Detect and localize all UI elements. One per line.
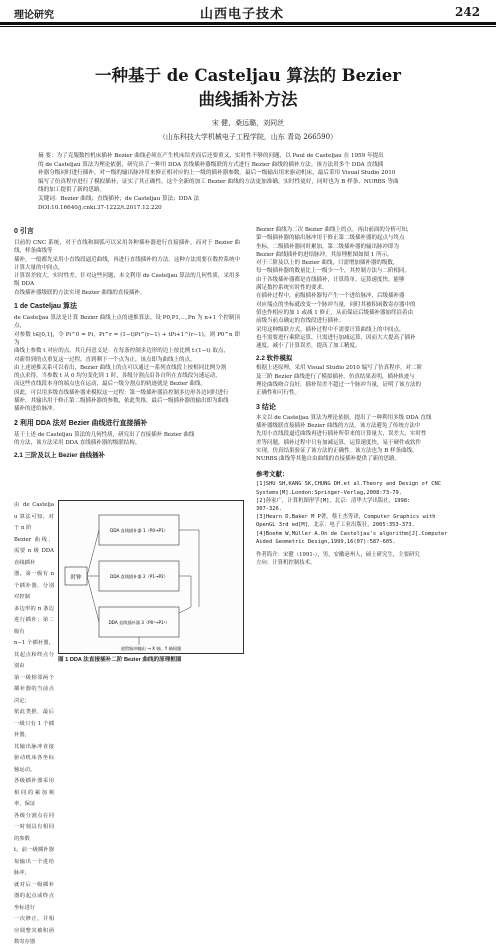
text-line: 第一级相邻两个插补器的当前点决定； — [14, 674, 54, 704]
text-line: 坐标，二级插补器同时累加，第二级插补器的输出脉冲即为 — [256, 243, 400, 250]
reference-item: Systems[M].London:Springer-Verlag,2008:73-79. — [256, 489, 403, 496]
text-line: 根据上述原理，采用 Visual Studio 2010 编写了仿真程序，对二阶 — [256, 365, 423, 372]
abstract-line: 编写了仿真程序进行了模拟插补，证实了其正确性。这个全新的加工 Bezier 曲线的方法更加准确、实时性更好，同时也为 B 样条、NURBS 等曲 — [38, 178, 399, 185]
text-line: 每一级插补器的数量比上一级少一个，其控制方法与二阶相同。 — [256, 268, 411, 275]
section-heading: 0 引言 — [14, 228, 34, 235]
paper-title-line2: 曲线插补方法 — [198, 90, 298, 109]
s3-paragraph — [256, 414, 482, 464]
text-line: 速度，减小了计算误差，提高了加工精度。 — [256, 343, 361, 350]
text-line: 对于三阶及以上的 Bezier 曲线，只需增加插补器的级数， — [256, 260, 399, 267]
text-line: de Casteljau 算法是计算 Bezier 曲线上点的递推算法。设 P0,P1,…,Pn 为 n+1 个控制顶点， — [14, 315, 240, 330]
figure-caption: 图 1 DDA 法直接插补二阶 Bezier 曲线的原理框图 — [58, 657, 182, 663]
text-line: 目前的 CNC 系统，对于直线和圆弧可以采用各种插补器进行直接插补，而对于 Bezier 曲线、样条曲线等 — [14, 240, 240, 255]
text-line: 因此，可以用多级直线插补器来模拟这一过程：第一级插补器沿控制多边形各边同时进行 — [14, 389, 229, 396]
references-list — [256, 480, 482, 546]
author-note — [256, 551, 482, 568]
doi: DOI:10.16640/j.cnki.37-1222/t.2017.12.220 — [38, 204, 162, 211]
text-line: NURBS 曲线等其他自由曲线的直接插补提供了新的思路。 — [256, 456, 401, 463]
stage2-label: DDA 直线插补器 3（P0¹→P1¹） — [108, 620, 170, 625]
text-line: 实现。仿真结果验证了该方法的正确性。该方法也为 B 样条曲线、 — [256, 447, 418, 454]
abstract-line: 的 de Casteljau 算法为理论依据，研究出了一种用 DDA 直线插补器级联的方式进行 Bezier 曲线的插补方法。该方法用多个 DDA 直线插 — [38, 161, 384, 168]
text-line: 依此类推，最后一级只有 1 个插补器， — [14, 709, 54, 738]
text-line: t。前一级插补器每输出一个进给脉冲， — [14, 847, 54, 876]
text-line: n−1 个插补器，其起点和终点分别由 — [14, 640, 54, 669]
header-rule — [0, 22, 496, 25]
text-line: 而这些直线段本身的端点也在运动，最后一级分割点的轨迹就是 Bezier 曲线。 — [14, 381, 206, 388]
text-line: 多边形的 n 条边进行插补；第二级有 — [14, 605, 54, 635]
right-top-paragraph — [256, 226, 482, 350]
right-column — [256, 226, 482, 568]
text-line: 计算误差较大，实时性差。针对这些问题，本文利用 de Casteljau 算法的几何性质，采用多级 DDA — [14, 273, 240, 288]
s1-paragraph — [14, 314, 240, 414]
s21-paragraph — [14, 500, 54, 949]
subsection-heading: 2.1 三阶及以上 Bezier 曲线插补 — [14, 452, 105, 460]
left-column — [14, 226, 240, 459]
text-line: 各级插补器采用相同的累加频率，保证 — [14, 778, 54, 807]
text-line: 的点求得。当参数 t 从 0 均匀变化到 1 时，各级分割点沿各自所在直线段匀速运动， — [14, 373, 221, 380]
text-line: Bezier 曲线为二次 Bezier 曲线上的点。再由前面的分析可知， — [256, 227, 413, 233]
text-line: 由上述递推关系可以看出，Bezier 曲线上的点可以通过一系列直线段上按相同比例分割 — [14, 364, 227, 371]
text-line: Bezier 曲线插补的进给脉冲，其原理框图如图 1 所示。 — [256, 251, 393, 258]
text-line: 直线插补器级联的方法实现 Bezier 曲线的直接插补。 — [14, 289, 146, 296]
text-line: 理论曲线吻合良好，插补误差不超过一个脉冲当量，证明了该方法的 — [256, 382, 422, 389]
reference-item: [1]SHU SH,KANG SK,CHUNG DH.et al.Theory and Design of CNC — [256, 481, 441, 488]
journal-name: 山西电子技术 — [200, 7, 285, 22]
abstract-line: 线的加工提供了新的思路。 — [38, 187, 106, 194]
text-line: Bezier 曲线，需要 n 级 DDA 直线插补 — [14, 536, 54, 566]
text-line: 第一级插补器的输出脉冲用于修正第二级插补器的起点与终点 — [256, 235, 405, 242]
figure-1 — [58, 500, 244, 654]
section-heading: 3 结论 — [256, 403, 276, 411]
text-line: 各级分割点在同一时刻具有相同的参数 — [14, 812, 54, 842]
text-line: 插补，一般都先采用小直线段逼近曲线，再进行直线插补的方法。这种方法需要在数控系统中计算大量的中间点， — [14, 256, 240, 271]
text-line: 器。第一级有 n 个插补器，分别对控制 — [14, 571, 54, 600]
text-line: 对参数 t∈[0,1]，令 Pi^0 = Pi，Pi^r = (1−t)Pi^(r−1) + tPi+1^(r−1)，则 P0^n 即为 — [14, 331, 240, 346]
page-number: 242 — [455, 5, 481, 19]
abstract-line: 补器分级同时进行插补，对一级的输出脉冲用来修正相对应的上一级的插补器参数。最后一级输出用来驱动机床，最后采用 Visual Studio 2010 — [38, 170, 396, 177]
text-line: 一次修正，并相应调整其被积函数寄存器 — [14, 916, 54, 945]
intro-paragraph — [14, 239, 240, 297]
text-line: 先用小直线段逼近曲线再进行插补所带来的计算量大、误差大、实时性 — [256, 431, 427, 438]
text-line: 就对后一级插补器的起点或终点坐标进行 — [14, 881, 54, 911]
text-line: 也不需要进行乘除运算，只需进行加减运算，因而大大提高了插补 — [256, 334, 416, 341]
text-line: 采用这种级联方式，插补过程中不需要计算曲线上的中间点， — [256, 326, 405, 333]
keywords: 关键词：Bezier 曲线；直线插补；de Casteljau 算法；DDA 法 — [38, 195, 200, 202]
text-line: 插补器级联直接插补 Bezier 曲线的方法。该方法避免了传统方法中 — [256, 422, 421, 429]
block-diagram — [59, 501, 243, 653]
authors: 宋 健，桑远璐，刘同丝 — [211, 119, 285, 127]
text-line: 的方法，该方法采用 DDA 直线插补器的级联结构。 — [14, 439, 141, 446]
text-line: 方向：计算机控制技术。 — [256, 560, 316, 567]
text-line: 插补，其输出用于修正第二级插补器的参数，依此类推，最后一级插补器的输出即为曲线 — [14, 398, 229, 405]
references-heading: 参考文献： — [256, 470, 289, 479]
clock-label: 时钟 — [70, 575, 82, 581]
text-line: 本文以 de Casteljau 算法为理论依据，提出了一种利用多级 DDA 直线 — [256, 414, 432, 421]
text-line: 满足数控系统实时性的要求。 — [256, 285, 328, 292]
subsection-heading: 2.2 软件模拟 — [256, 355, 293, 363]
abstract — [38, 152, 458, 212]
header-section: 理论研究 — [14, 10, 54, 21]
stage1b-label: DDA 直线插补器 2（P1→P2） — [110, 574, 168, 579]
section-heading: 1 de Casteljau 算法 — [14, 303, 78, 311]
header-rule-thin — [0, 26, 496, 27]
text-line: 曲线上参数 t 对应的点。其几何意义是：在每条控制多边形的边上按比例 t:(1−t) 取点， — [14, 348, 229, 355]
affiliation: （山东科技大学机械电子工程学院，山东 青岛 266590） — [158, 133, 338, 141]
text-line: 在插补过程中，前级插补器每产生一个进给脉冲，后级插补器 — [256, 293, 405, 300]
text-line: 对新得到的点重复这一过程，直到剩下一个点为止，该点即为曲线上的点。 — [14, 356, 196, 363]
paper-title-line1: 一种基于 de Casteljau 算法的 Bezier — [95, 66, 401, 85]
reference-item: [4]Boehm W,Müller A.On de Casteljau's algorithm[J].Computer — [256, 530, 448, 537]
section-heading: 2 利用 DDA 法对 Bezier 曲线进行直接插补 — [14, 419, 148, 427]
text-line: 值也作相应的加 1 或减 1 修正，从而保证后级插补器始终沿着由 — [256, 309, 413, 316]
text-line: 插补的进给脉冲。 — [14, 406, 59, 413]
s2-paragraph — [14, 431, 240, 448]
reference-item: [2]孙家广，计算机图形学[M]，北京：清华大学出版社，1998: — [256, 497, 411, 504]
text-line: 差等问题，插补过程中只有加减运算，运算速度快，易于硬件或软件 — [256, 439, 422, 446]
text-line: 由于各级插补器都是直线插补，计算简单，运算速度快，能够 — [256, 276, 405, 283]
text-line: 作者简介：宋健（1991-），男，安徽亳州人，硕士研究生，主要研究 — [256, 552, 420, 559]
text-line: 正确性和可行性。 — [256, 390, 301, 397]
abstract-line: 摘 要：为了克服数控机床插补 Bezier 曲线必须在产生机床误差而后还要重又，实时性不够的问题，以 Paul de Casteljau 在 1959 年提出 — [38, 153, 384, 159]
reference-item: [3]Hearn D,Baker M P著，蔡士杰等译，Computer Graphics with — [256, 514, 436, 521]
text-line: 前级当前点确定的直线段进行插补。 — [256, 318, 345, 325]
reference-item: Aided Geometric Design,1999,16(07):587-605. — [256, 538, 396, 545]
text-line: 及三阶 Bezier 曲线进行了模拟插补。仿真结果表明，插补轨迹与 — [256, 373, 415, 380]
output-label: 进给脉冲输出 → X 轴、Y 轴伺服 — [120, 646, 182, 651]
text-line: 基于上述 de Casteljau 算法的几何性质，研究出了直接插补 Bezier 曲线 — [14, 431, 195, 438]
reference-item: OpenGL 3rd ed[M]，北京：电子工业出版社，2005:353-373. — [256, 522, 415, 529]
stage1a-label: DDA 直线插补器 1（P0→P1） — [110, 528, 168, 533]
reference-item: 307-326. — [256, 506, 282, 513]
text-line: 其输出脉冲直接驱动机床各坐标轴运动。 — [14, 743, 54, 773]
s22-paragraph — [256, 364, 482, 397]
text-line: 对应端点的坐标就改变一个脉冲当量，同时其被积函数寄存器中的 — [256, 301, 416, 308]
text-line: 由 de Casteljau 算法可知，对于 n 阶 — [14, 502, 54, 531]
